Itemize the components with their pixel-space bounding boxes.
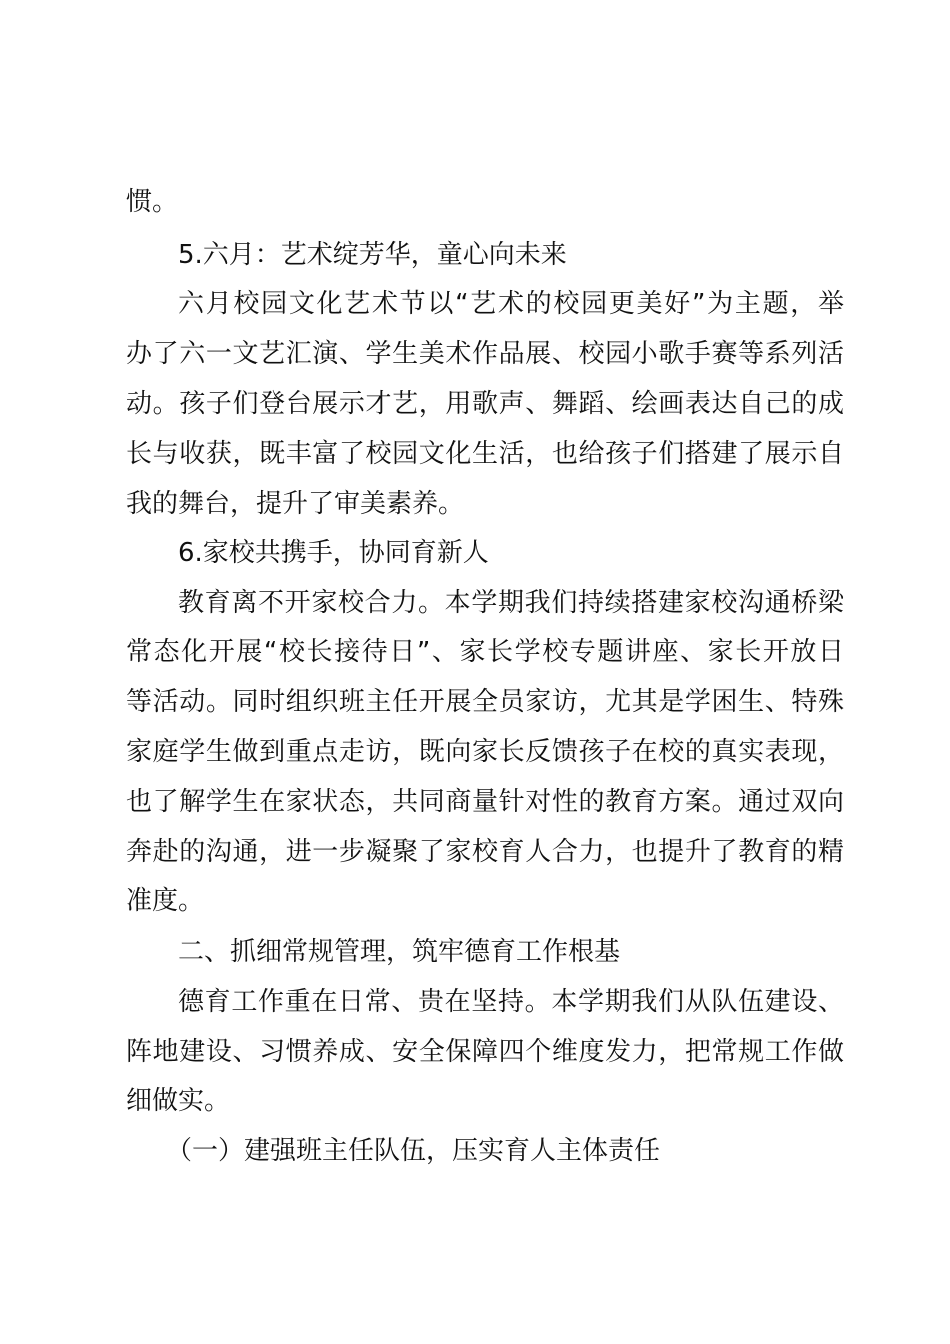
paragraph-line: 动。孩子们登台展示才艺，用歌声、舞蹈、绘画表达自己的成 [126, 389, 844, 419]
paragraph-line: 办了六一文艺汇演、学生美术作品展、校园小歌手赛等系列活 [126, 339, 844, 369]
paragraph-line: 细做实。 [126, 1086, 231, 1116]
paragraph-tail-line: 惯。 [126, 187, 179, 217]
paragraph-line: 准度。 [126, 886, 205, 916]
paragraph-line: 长与收获，既丰富了校园文化生活，也给孩子们搭建了展示自 [126, 439, 844, 469]
paragraph-line: 也了解学生在家状态，共同商量针对性的教育方案。通过双向 [126, 787, 844, 817]
paragraph-line: 常态化开展“校长接待日”、家长学校专题讲座、家长开放日 [126, 637, 844, 667]
paragraph-line: 家庭学生做到重点走访，既向家长反馈孩子在校的真实表现， [126, 737, 844, 767]
section-heading-routine-management: 二、抓细常规管理，筑牢德育工作根基 [178, 937, 621, 967]
paragraph-line: 我的舞台，提升了审美素养。 [126, 489, 465, 519]
paragraph-line: 教育离不开家校合力。本学期我们持续搭建家校沟通桥梁 [178, 588, 844, 618]
paragraph-line: 德育工作重在日常、贵在坚持。本学期我们从队伍建设、 [178, 987, 844, 1017]
section-heading-home-school: 6.家校共携手，协同育新人 [178, 538, 489, 568]
paragraph-line: 奔赴的沟通，进一步凝聚了家校育人合力，也提升了教育的精 [126, 837, 844, 867]
subsection-heading-class-teachers: （一）建强班主任队伍，压实育人主体责任 [166, 1136, 661, 1166]
paragraph-line: 六月校园文化艺术节以“艺术的校园更美好”为主题，举 [178, 289, 844, 319]
paragraph-line: 等活动。同时组织班主任开展全员家访，尤其是学困生、特殊 [126, 687, 844, 717]
section-heading-june: 5.六月：艺术绽芳华，童心向未来 [178, 240, 567, 270]
paragraph-line: 阵地建设、习惯养成、安全保障四个维度发力，把常规工作做 [126, 1037, 844, 1067]
